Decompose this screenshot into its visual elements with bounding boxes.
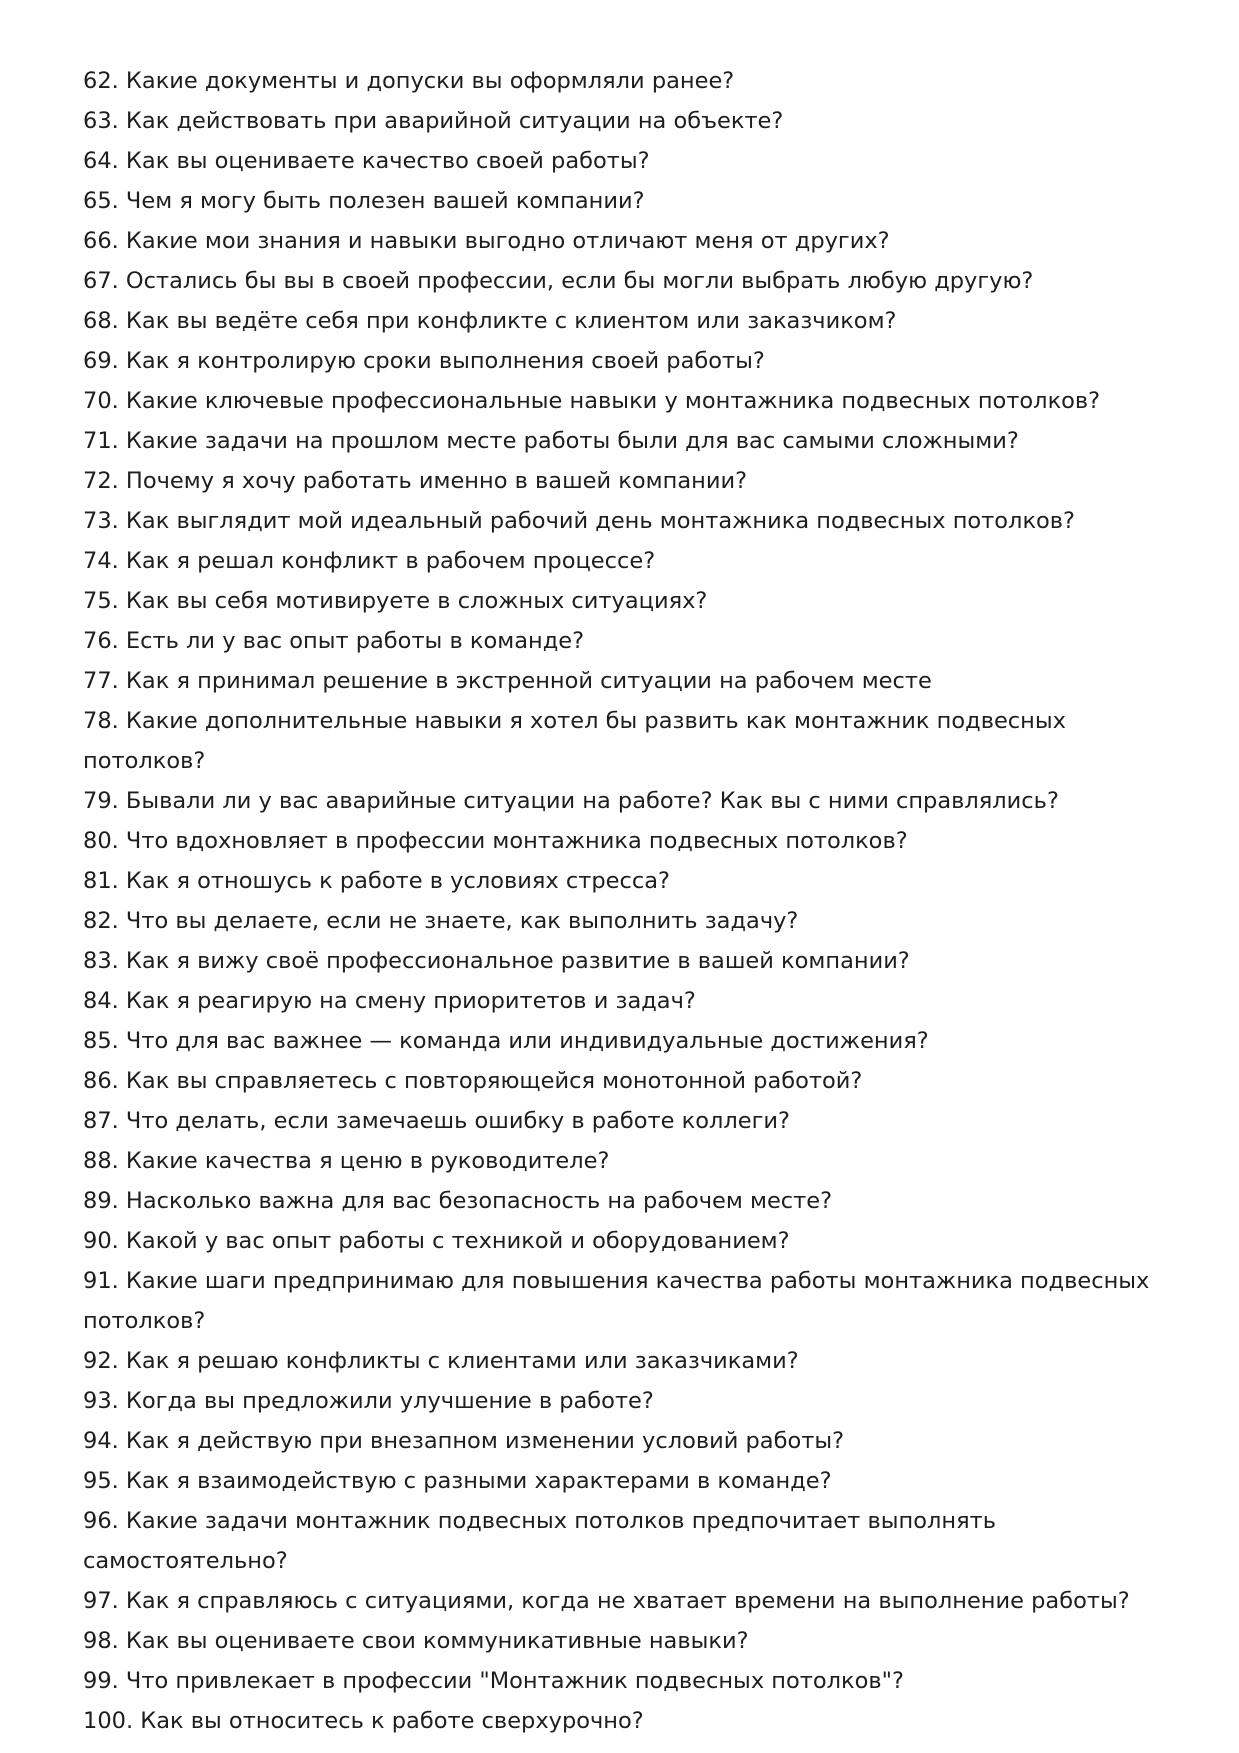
question-text: 69. Как я контролирую сроки выполнения своей работы? bbox=[83, 348, 765, 374]
question-text: 82. Что вы делаете, если не знаете, как выполнить задачу? bbox=[83, 908, 799, 934]
question-text: 71. Какие задачи на прошлом месте работы были для вас самыми сложными? bbox=[83, 428, 1019, 454]
question-text: 79. Бывали ли у вас аварийные ситуации на работе? Как вы с ними справлялись? bbox=[83, 788, 1059, 814]
question-text: 94. Как я действую при внезапном изменении условий работы? bbox=[83, 1428, 845, 1454]
question-text: 99. Что привлекает в профессии "Монтажник подвесных потолков"? bbox=[83, 1668, 904, 1694]
question-item bbox=[83, 941, 1163, 981]
question-item bbox=[83, 541, 1163, 581]
question-text: 63. Как действовать при аварийной ситуации на объекте? bbox=[83, 108, 784, 134]
question-text: 92. Как я решаю конфликты с клиентами или заказчиками? bbox=[83, 1348, 799, 1374]
question-item bbox=[83, 261, 1163, 301]
question-text: 86. Как вы справляетесь с повторяющейся монотонной работой? bbox=[83, 1068, 863, 1094]
question-item bbox=[83, 1341, 1163, 1381]
question-text: 83. Как я вижу своё профессиональное развитие в вашей компании? bbox=[83, 948, 910, 974]
question-item bbox=[83, 101, 1163, 141]
question-text: 93. Когда вы предложили улучшение в работе? bbox=[83, 1388, 654, 1414]
question-item bbox=[83, 1621, 1163, 1661]
question-text: 96. Какие задачи монтажник подвесных потолков предпочитает выполнять самостоятельно? bbox=[83, 1508, 996, 1574]
question-item bbox=[83, 301, 1163, 341]
question-item bbox=[83, 621, 1163, 661]
question-item bbox=[83, 1021, 1163, 1061]
question-text: 98. Как вы оцениваете свои коммуникативные навыки? bbox=[83, 1628, 749, 1654]
question-item bbox=[83, 1501, 1163, 1581]
question-text: 91. Какие шаги предпринимаю для повышения качества работы монтажника подвесных потолков? bbox=[83, 1268, 1150, 1334]
question-item bbox=[83, 1581, 1163, 1621]
question-item bbox=[83, 581, 1163, 621]
question-item bbox=[83, 1381, 1163, 1421]
question-item bbox=[83, 181, 1163, 221]
question-text: 70. Какие ключевые профессиональные навыки у монтажника подвесных потолков? bbox=[83, 388, 1101, 414]
question-item bbox=[83, 981, 1163, 1021]
question-text: 74. Как я решал конфликт в рабочем процессе? bbox=[83, 548, 656, 574]
question-item bbox=[83, 1421, 1163, 1461]
question-item bbox=[83, 861, 1163, 901]
question-text: 90. Какой у вас опыт работы с техникой и оборудованием? bbox=[83, 1228, 790, 1254]
question-text: 87. Что делать, если замечаешь ошибку в работе коллеги? bbox=[83, 1108, 790, 1134]
question-item bbox=[83, 1101, 1163, 1141]
question-text: 95. Как я взаимодействую с разными характерами в команде? bbox=[83, 1468, 832, 1494]
question-item bbox=[83, 1221, 1163, 1261]
question-text: 80. Что вдохновляет в профессии монтажника подвесных потолков? bbox=[83, 828, 908, 854]
question-item bbox=[83, 901, 1163, 941]
question-item bbox=[83, 1701, 1163, 1741]
question-item bbox=[83, 381, 1163, 421]
question-text: 62. Какие документы и допуски вы оформляли ранее? bbox=[83, 68, 735, 94]
question-item bbox=[83, 661, 1163, 701]
question-item bbox=[83, 61, 1163, 101]
question-text: 68. Как вы ведёте себя при конфликте с клиентом или заказчиком? bbox=[83, 308, 897, 334]
question-item bbox=[83, 421, 1163, 461]
question-text: 72. Почему я хочу работать именно в вашей компании? bbox=[83, 468, 748, 494]
question-item bbox=[83, 461, 1163, 501]
question-text: 65. Чем я могу быть полезен вашей компании? bbox=[83, 188, 645, 214]
question-text: 78. Какие дополнительные навыки я хотел бы развить как монтажник подвесных потолков? bbox=[83, 708, 1066, 774]
question-text: 73. Как выглядит мой идеальный рабочий день монтажника подвесных потолков? bbox=[83, 508, 1075, 534]
question-item bbox=[83, 501, 1163, 541]
question-text: 89. Насколько важна для вас безопасность на рабочем месте? bbox=[83, 1188, 833, 1214]
question-item bbox=[83, 1061, 1163, 1101]
question-item bbox=[83, 1661, 1163, 1701]
question-text: 75. Как вы себя мотивируете в сложных ситуациях? bbox=[83, 588, 708, 614]
question-item bbox=[83, 341, 1163, 381]
question-text: 81. Как я отношусь к работе в условиях стресса? bbox=[83, 868, 670, 894]
question-text: 66. Какие мои знания и навыки выгодно отличают меня от других? bbox=[83, 228, 890, 254]
question-text: 77. Как я принимал решение в экстренной ситуации на рабочем месте bbox=[83, 668, 932, 694]
question-text: 100. Как вы относитесь к работе сверхурочно? bbox=[83, 1708, 644, 1734]
question-item bbox=[83, 701, 1163, 781]
question-item bbox=[83, 1261, 1163, 1341]
question-text: 85. Что для вас важнее — команда или индивидуальные достижения? bbox=[83, 1028, 929, 1054]
question-item bbox=[83, 141, 1163, 181]
question-item bbox=[83, 1141, 1163, 1181]
question-item bbox=[83, 821, 1163, 861]
question-item bbox=[83, 221, 1163, 261]
question-item bbox=[83, 1181, 1163, 1221]
question-item bbox=[83, 1461, 1163, 1501]
question-list bbox=[83, 61, 1163, 1741]
question-text: 84. Как я реагирую на смену приоритетов и задач? bbox=[83, 988, 696, 1014]
question-text: 88. Какие качества я ценю в руководителе? bbox=[83, 1148, 610, 1174]
question-item bbox=[83, 781, 1163, 821]
question-text: 67. Остались бы вы в своей профессии, если бы могли выбрать любую другую? bbox=[83, 268, 1034, 294]
question-text: 76. Есть ли у вас опыт работы в команде? bbox=[83, 628, 585, 654]
question-text: 64. Как вы оцениваете качество своей работы? bbox=[83, 148, 650, 174]
question-text: 97. Как я справляюсь с ситуациями, когда не хватает времени на выполнение работы? bbox=[83, 1588, 1130, 1614]
